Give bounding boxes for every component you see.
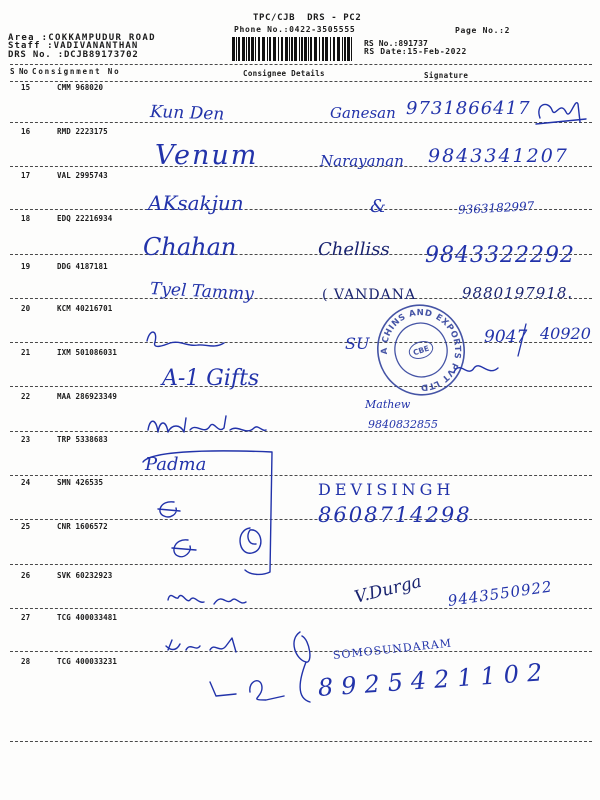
drs-title: TPC/CJB DRS - PC2	[253, 13, 362, 23]
row-divider	[10, 608, 592, 609]
row-divider	[10, 651, 592, 652]
column-header-consignee: Consignee Details	[243, 69, 325, 78]
column-header-signature: Signature	[424, 71, 469, 80]
drs-number: DRS No. :DCJB89173702	[8, 50, 139, 60]
consignment-number: SVK 60232923	[57, 571, 113, 580]
table-row	[0, 305, 600, 315]
handwritten-name: AKsakjun	[148, 191, 244, 215]
row-divider	[10, 564, 592, 565]
consignment-number: EDQ 22216934	[57, 214, 113, 223]
handwritten-mark: &	[370, 196, 387, 217]
handwritten-phone: 40920	[540, 324, 591, 343]
serial-number: 22	[21, 392, 31, 401]
handwritten-phone: 8608714298	[318, 503, 472, 527]
column-header-sno: S No	[10, 67, 29, 76]
signature-scribble	[166, 638, 236, 652]
serial-number: 24	[21, 478, 31, 487]
row-divider	[10, 386, 592, 387]
table-row	[0, 128, 600, 138]
stamp-center-text: CBE	[411, 343, 431, 358]
handwritten-name: Ganesan	[330, 104, 396, 122]
table-row	[0, 349, 600, 359]
consignment-number: CMM 968020	[57, 83, 104, 92]
consignment-number: TCG 400033231	[57, 657, 117, 666]
serial-number: 15	[21, 83, 31, 92]
row-divider	[10, 431, 592, 432]
row-divider	[10, 122, 592, 123]
signature-scribble	[172, 540, 196, 557]
handwritten-phone: 9363182997	[457, 199, 535, 217]
handwritten-name: Venum	[155, 140, 259, 171]
handwritten-name: SOMOSUNDARAM	[332, 636, 453, 662]
serial-number: 25	[21, 522, 31, 531]
signature-scribble	[148, 416, 266, 432]
handwritten-name: SU	[345, 334, 370, 353]
handwritten-name: Kun Den	[149, 102, 225, 125]
serial-number: 19	[21, 262, 31, 271]
row-divider	[10, 81, 592, 82]
row-divider	[10, 475, 592, 476]
consignment-number: MAA 286923349	[57, 392, 117, 401]
handwritten-phone: 9843322292	[425, 243, 575, 268]
handwritten-name: Mathew	[365, 398, 411, 411]
handwritten-phone: 9880197918.	[462, 284, 574, 302]
serial-number: 27	[21, 613, 31, 622]
signature-scribble	[536, 103, 586, 124]
handwritten-phone: 9047	[484, 327, 528, 347]
table-row	[0, 172, 600, 182]
row-divider	[10, 741, 592, 742]
signature-scribble	[158, 502, 180, 517]
barcode	[232, 37, 354, 61]
table-row	[0, 614, 600, 624]
serial-number: 17	[21, 171, 31, 180]
serial-number: 23	[21, 435, 31, 444]
table-row	[0, 393, 600, 403]
table-row	[0, 523, 600, 533]
company-stamp	[374, 302, 468, 398]
handwritten-name: Narayanan	[320, 152, 404, 170]
signature-scribble	[147, 332, 224, 346]
column-header-consignment: Consignment No	[32, 67, 121, 76]
rs-date: RS Date:15-Feb-2022	[364, 47, 467, 56]
handwritten-phone: 8925421102	[317, 657, 552, 702]
row-divider	[10, 64, 592, 65]
handwritten-name: Chelliss	[318, 239, 390, 260]
consignment-number: CNR 1606572	[57, 522, 108, 531]
handwritten-name: DEVISINGH	[318, 480, 455, 499]
table-row	[0, 215, 600, 225]
consignment-number: SMN 426535	[57, 478, 104, 487]
consignment-number: RMD 2223175	[57, 127, 108, 136]
serial-number: 26	[21, 571, 31, 580]
staff-label: Staff :VADIVANANTHAN	[8, 41, 139, 51]
phone-number: Phone No.:0422-3505555	[234, 25, 356, 34]
stamp-ring-text: A CHINS AND EXPORTS PVT LTD	[379, 308, 463, 393]
handwritten-name: ( VANDANA	[322, 287, 417, 303]
consignment-number: TCG 400033481	[57, 613, 117, 622]
area-label: Area :COKKAMPUDUR ROAD	[8, 33, 156, 43]
table-row	[0, 479, 600, 489]
handwritten-phone: 9840832855	[368, 418, 438, 431]
table-row	[0, 84, 600, 94]
handwritten-name: Chahan	[143, 233, 237, 261]
serial-number: 20	[21, 304, 31, 313]
serial-number: 28	[21, 657, 31, 666]
handwritten-phone: 9731866417	[406, 98, 531, 119]
signature-scribble	[168, 595, 246, 604]
serial-number: 16	[21, 127, 31, 136]
consignment-number: DDG 4187181	[57, 262, 108, 271]
handwritten-signature: V.Durga	[352, 571, 424, 608]
signature-scribble	[210, 681, 284, 700]
handwritten-name: A-1 Gifts	[162, 366, 260, 391]
consignment-number: IXM 501086031	[57, 348, 117, 357]
row-divider	[10, 519, 592, 520]
page-number: Page No.:2	[455, 26, 511, 35]
table-row	[0, 436, 600, 446]
table-row	[0, 572, 600, 582]
rs-number: RS No.:891737	[364, 39, 428, 48]
serial-number: 21	[21, 348, 31, 357]
handwritten-phone: 9443550922	[446, 577, 554, 610]
consignment-number: VAL 2995743	[57, 171, 108, 180]
handwritten-name: Tyel Tammy	[149, 279, 255, 305]
consignment-number: KCM 40216701	[57, 304, 113, 313]
consignment-number: TRP 5338683	[57, 435, 108, 444]
handwritten-name: Padma	[145, 454, 207, 475]
serial-number: 18	[21, 214, 31, 223]
handwritten-phone: 9843341207	[428, 145, 569, 167]
